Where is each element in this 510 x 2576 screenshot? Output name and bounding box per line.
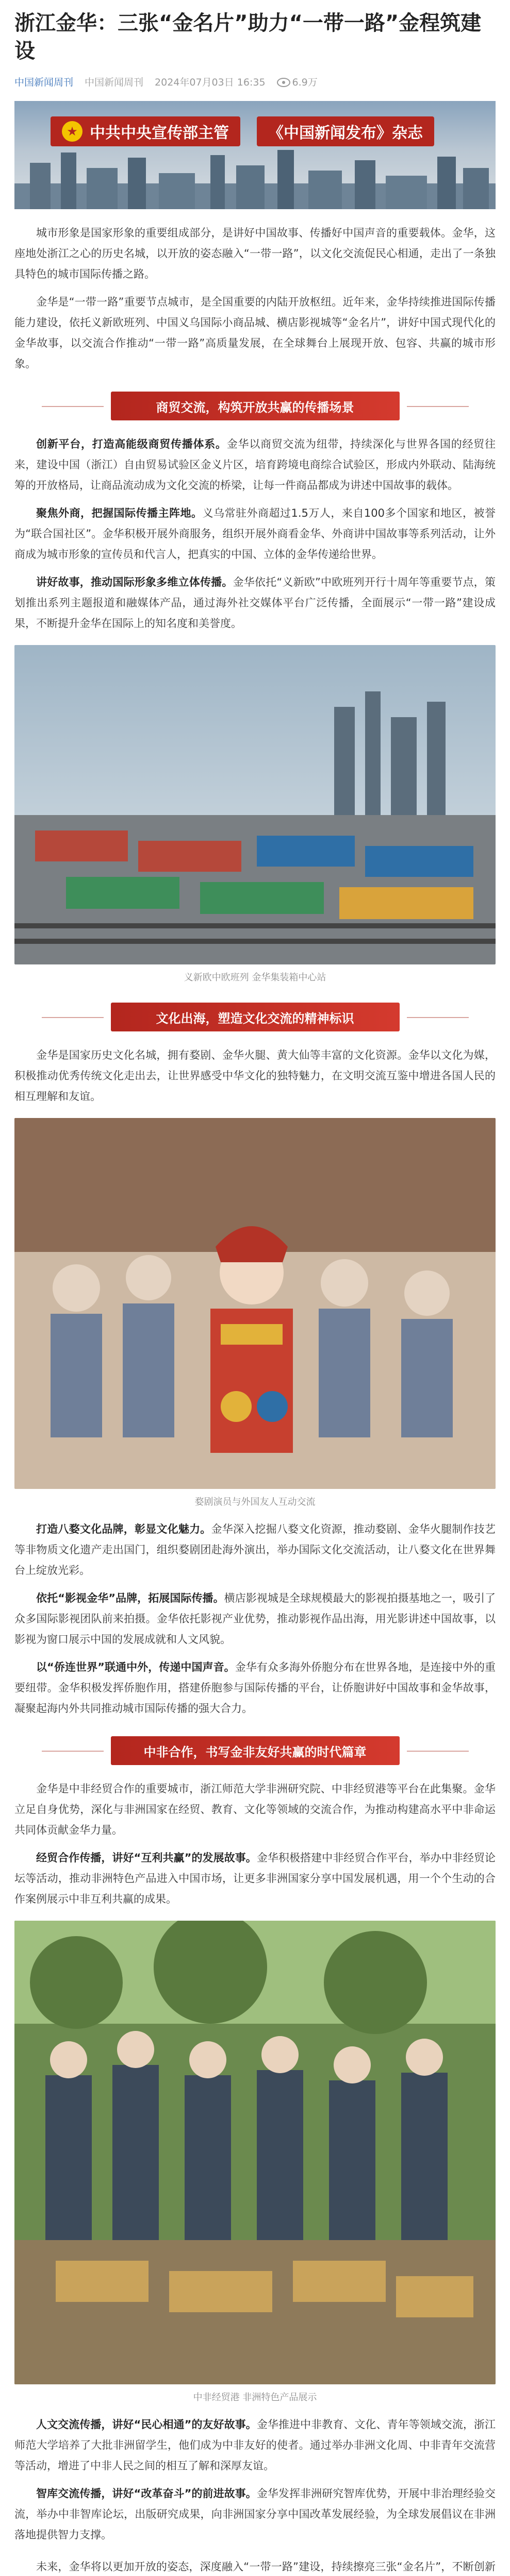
section-2-paragraph-1	[14, 1045, 496, 1107]
section-1-paragraph-1	[14, 434, 496, 496]
para-lead: 智库交流传播，讲好“改革奋斗”的前进故事。	[36, 2487, 257, 2500]
banner-left-label	[51, 116, 240, 146]
section-heading-1: 商贸交流，构筑开放共赢的传播场景	[111, 392, 400, 420]
closing-paragraph: 未来，金华将以更加开放的姿态，深度融入“一带一路”建设，持续擦亮三张“金名片”，不断创新	[36, 2561, 496, 2573]
photo-caption-2: 婺剧演员与外国友人互动交流	[194, 1497, 316, 1507]
opera-photo-illustration	[14, 1118, 496, 1489]
para-lead: 经贸合作传播，讲好“互利共赢”的发展故事。	[36, 1852, 257, 1864]
para-body: 金华以商贸交流为纽带，持续深化与世界各国的经贸往来，建设中国（浙江）自由贸易试验区金义片区，培育跨境电商综合试验区，形成内外联动、陆海统筹的开放格局，让商品流动成为文化交流的桥梁，让每一件商品都成为讲述中国故事的载体。	[14, 438, 496, 492]
intro-paragraph-1: 城市形象是国家形象的重要组成部分，是讲好中国故事、传播好中国声音的重要载体。金华，这座地处浙江之心的历史名城，以开放的姿态融入“一带一路”，以文化交流促民心相通，走出了一条独具特色的城市国际传播之路。	[14, 227, 496, 280]
section-1-paragraph-3	[14, 572, 496, 634]
para-lead: 人文交流传播，讲好“民心相通”的友好故事。	[36, 2418, 257, 2431]
para-lead: 创新平台，打造高能级商贸传播体系。	[36, 438, 227, 450]
meta-datetime: 2024年07月03日 16:35	[155, 76, 266, 88]
section-heading-3: 中非合作，书写金非友好共赢的时代篇章	[111, 1736, 400, 1765]
section-2-paragraph-3	[14, 1588, 496, 1650]
party-emblem-icon: ★	[62, 121, 83, 142]
para-body: 金华依托“义新欧”中欧班列开行十周年等重要节点，策划推出系列主题报道和融媒体产品，通过海外社交媒体平台广泛传播，全面展示“一带一路”建设成果，不断提升金华在国际上的知名度和美誉度。	[14, 576, 496, 630]
photo-market-crowd	[14, 1921, 496, 2384]
banner-left-text: 中共中央宣传部主管	[90, 124, 229, 142]
para-body: 金华积极搭建中非经贸合作平台，举办中非经贸论坛等活动，推动非洲特色产品进入中国市场，让更多非洲国家分享中国发展机遇，用一个个生动的合作案例展示中非互利共赢的成果。	[14, 1852, 496, 1905]
photo-caption-1: 义新欧中欧班列 金华集装箱中心站	[184, 972, 326, 983]
article-title: 浙江金华：三张“金名片”助力“一带一路”金程筑建设	[14, 11, 482, 63]
para-lead: 依托“影视金华”品牌，拓展国际传播。	[36, 1592, 224, 1604]
photo-caption-3: 中非经贸港 非洲特色产品展示	[193, 2392, 317, 2403]
intro-paragraph-2: 金华是“一带一路”重要节点城市，是全国重要的内陆开放枢纽。近年来，金华持续推进国际传播能力建设，依托义新欧班列、中国义乌国际小商品城、横店影视城等“金名片”，讲好中国式现代化的金华故事，以交流合作推动“一带一路”高质量发展，在全球舞台上展现开放、包容、共赢的城市形象。	[14, 296, 496, 370]
section-3-paragraph-1	[14, 1778, 496, 1840]
photo-rail-yard	[14, 645, 496, 964]
para-body: 横店影视城是全球规模最大的影视拍摄基地之一，吸引了众多国际影视团队前来拍摄。金华依托影视产业优势，推动影视作品出海，用光影讲述中国故事，以影视为窗口展示中国的发展成就和人文风貌。	[14, 1592, 496, 1646]
para-lead: 聚焦外商，把握国际传播主阵地。	[36, 507, 203, 519]
eye-icon	[277, 78, 290, 87]
section-2-paragraph-2	[14, 1519, 496, 1581]
article-meta	[14, 74, 496, 89]
photo-opera-performance	[14, 1118, 496, 1489]
section-1-paragraph-2	[14, 503, 496, 565]
para-body: 金华发挥非洲研究智库优势，开展中非治理经验交流，举办中非智库论坛，出版研究成果，向非洲国家分享中国改革发展经验，为全球发展倡议在非洲落地提供智力支撑。	[14, 2487, 496, 2541]
market-photo-illustration	[14, 1921, 496, 2384]
para-body: 义乌常驻外商超过1.5万人，来自100多个国家和地区，被誉为“联合国社区”。金华积极开展外商服务，组织开展外商看金华、外商讲中国故事等系列活动，让外商成为城市形象的宣传员和代言人，把真实的中国、立体的金华传递给世界。	[14, 507, 496, 561]
section-3-paragraph-4	[14, 2483, 496, 2545]
banner-right-text: 《中国新闻发布》杂志	[268, 124, 423, 142]
header-banner	[14, 101, 496, 209]
meta-publisher: 中国新闻周刊	[85, 76, 144, 88]
para-body: 金华是国家历史文化名城，拥有婺剧、金华火腿、黄大仙等丰富的文化资源。金华以文化为媒，积极推动优秀传统文化走出去，让世界感受中华文化的独特魅力，在文明交流互鉴中增进各国人民的相互理解和友谊。	[14, 1049, 496, 1103]
section-3-paragraph-2	[14, 1848, 496, 1909]
para-lead: 打造八婺文化品牌，彰显文化魅力。	[36, 1523, 211, 1535]
para-body: 金华是中非经贸合作的重要城市，浙江师范大学非洲研究院、中非经贸港等平台在此集聚。金华立足自身优势，深化与非洲国家在经贸、教育、文化等领域的交流合作，为推动构建高水平中非命运共同体贡献金华力量。	[14, 1783, 496, 1836]
para-body: 金华深入挖掘八婺文化资源，推动婺剧、金华火腿制作技艺等非物质文化遗产走出国门，组织婺剧团赴海外演出，举办国际文化交流活动，让八婺文化在世界舞台上绽放光彩。	[14, 1523, 496, 1577]
para-lead: 讲好故事，推动国际形象多维立体传播。	[36, 576, 233, 588]
meta-source[interactable]: 中国新闻周刊	[14, 76, 74, 88]
rail-yard-photo-illustration	[14, 645, 496, 964]
banner-right-label	[257, 116, 434, 146]
para-body: 金华有众多海外侨胞分布在世界各地，是连接中外的重要纽带。金华积极发挥侨胞作用，搭建侨胞参与国际传播的平台，让侨胞讲好中国故事和金华故事，凝聚起海内外共同推动城市国际传播的强大合力。	[14, 1661, 496, 1715]
para-lead: 以“侨连世界”联通中外，传递中国声音。	[36, 1661, 235, 1673]
city-skyline-illustration	[14, 147, 496, 209]
section-2-paragraph-4	[14, 1657, 496, 1719]
meta-views	[277, 75, 318, 89]
para-body: 金华推进中非教育、文化、青年等领域交流，浙江师范大学培养了大批非洲留学生，他们成为中非友好的使者。通过举办非洲文化周、中非青年交流营等活动，增进了中非人民之间的相互了解和深厚友谊。	[14, 2418, 496, 2472]
views-count: 6.9万	[292, 76, 318, 88]
section-heading-2: 文化出海，塑造文化交流的精神标识	[111, 1003, 400, 1031]
section-3-paragraph-3	[14, 2414, 496, 2476]
